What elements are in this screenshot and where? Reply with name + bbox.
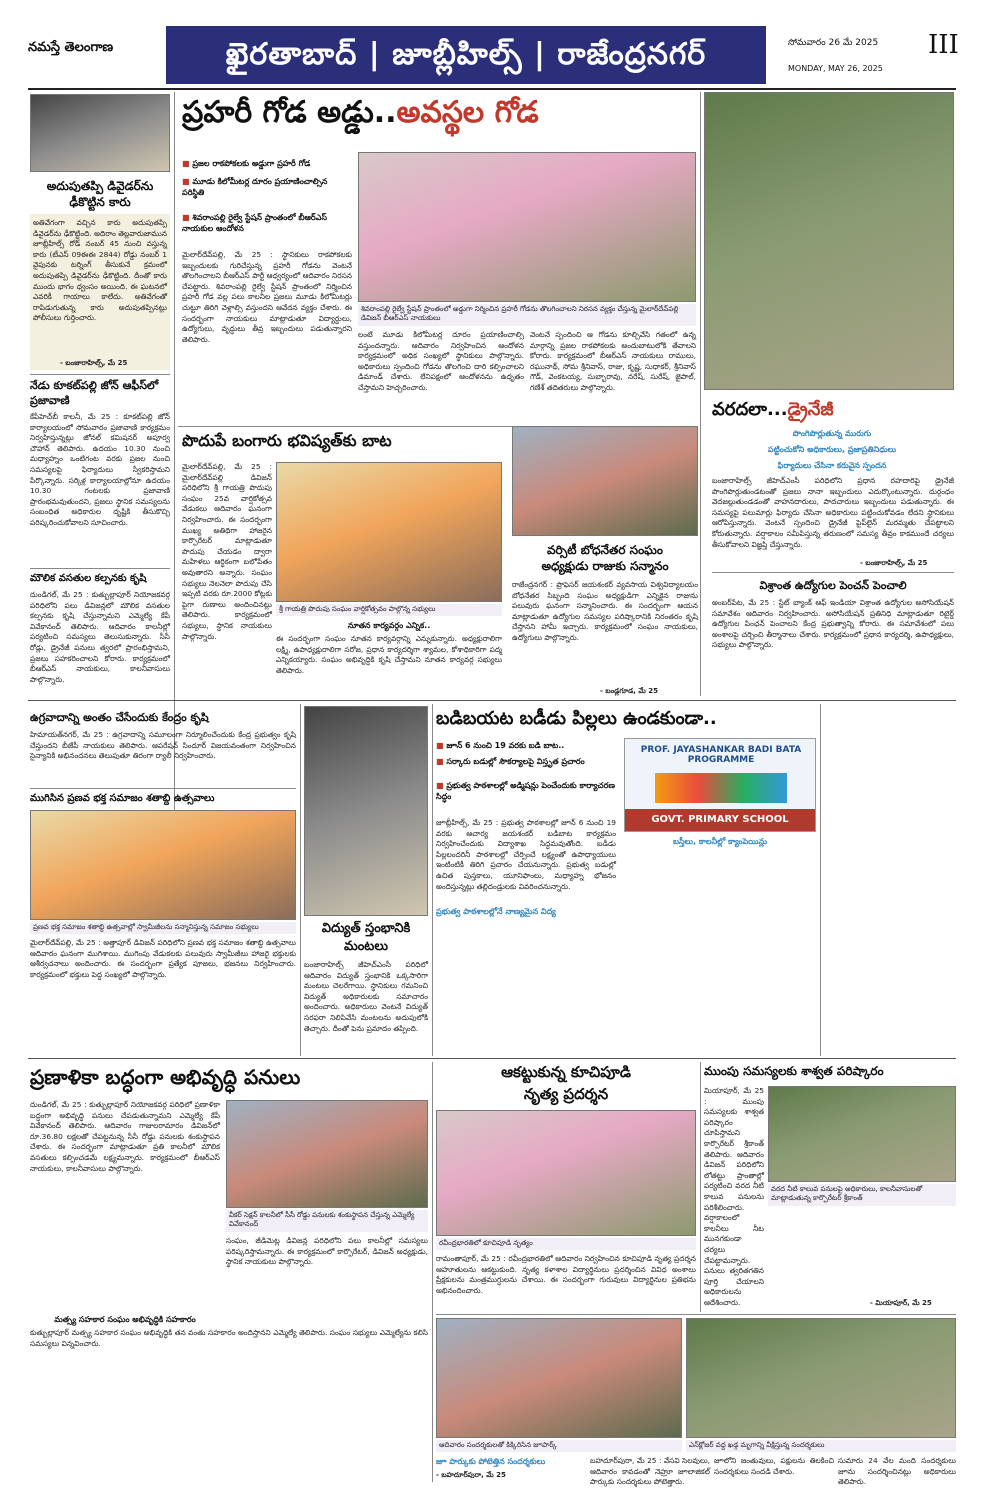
terror-body: హిమాయత్‌నగర్, మే 25 : ఉగ్రవాదాన్ని సమూలంగా నిర్మూలించేందుకు కేంద్ర ప్రభుత్వం కృషి చేస్తుందని బీజేపీ నాయకులు తెలిపారు. ఆపరేషన్ సిందూర్ విజయవంతంగా నిర్వహించిన సైన్యానికి అభినందనలు తెలుపుతూ తిరంగా ర్యాలీ నిర్వహించారు.	[30, 730, 296, 761]
section-rule	[28, 1058, 956, 1059]
divider	[30, 374, 170, 375]
column-divider	[820, 704, 821, 1056]
column-divider	[432, 1062, 433, 1482]
drainage-sub2: పట్టించుకోని అధికారులు, ప్రజాప్రతినిధులు	[767, 445, 897, 454]
badi-bata-school-sign: GOVT. PRIMARY SCHOOL	[625, 809, 815, 831]
zoo-crowd-photo-caption: ఆదివారం సందర్శకులతో కిక్కిరిసిన జూపార్క్	[436, 1440, 682, 1452]
felicitation-headline-1: వర్సిటీ బోధనేతర సంఘం	[547, 543, 663, 557]
electric-body: బంజారాహిల్స్ జీహెచ్‌ఎంసీ పరిధిలో ఆదివారం విద్యుత్ స్తంభానికి ఒక్కసారిగా మంటలు చెలరేగాయి. స్థానికులు గమనించి విద్యుత్ అధికారులకు సమాచారం అందించారు. అధికారులు వెంటనే విద్యుత్ సరఫరా నిలిపివేసి మంటలను అదుపులోకి తెచ్చారు. దీంతో పెను ప్రమాదం తప్పింది.	[304, 960, 428, 1033]
savings-sub: నూతన కార్యవర్గం ఎన్నిక..	[347, 621, 431, 630]
column-divider	[700, 92, 701, 696]
zoo-crowd-photo	[436, 1318, 682, 1438]
top-story-headline-part1: ప్రహరీ గోడ అడ్డు..	[182, 95, 397, 130]
school-bullet: ■ ప్రభుత్వ పాఠశాలల్లో అడ్మిషన్లు పెంచేందుకు కార్యాచరణ సిద్ధం	[436, 780, 616, 802]
school-bullet: ■ జూన్ 6 నుంచి 19 వరకు బడి బాట..	[436, 740, 616, 751]
felicitation-body: రాజేంద్రనగర్ : ప్రొఫెసర్ జయశంకర్ వ్యవసాయ విశ్వవిద్యాలయం బోధనేతర సిబ్బంది సంఘం అధ్యక్షుడిగా ఎన్నికైన రాజును పలువురు ఘనంగా సన్మానించారు. ఈ సందర్భంగా ఆయన మాట్లాడుతూ ఉద్యోగుల సమస్యల పరిష్కారానికి నిరంతరం కృషి చేస్తానని హామీ ఇచ్చారు. కార్యక్రమంలో సంఘం నాయకులు, ఉద్యోగులు పాల్గొన్నారు.	[512, 580, 698, 642]
savings-photo-caption: శ్రీ గాయత్రి పొదుపు సంఘం వార్షికోత్సవం పాల్గొన్న సభ్యులు	[276, 604, 502, 616]
drainage-headline-part2: డ్రైనేజీ	[787, 399, 834, 420]
badi-bata-banner-text: PROF. JAYASHANKAR BADI BATA PROGRAMME	[640, 745, 802, 765]
column-divider	[432, 704, 433, 1056]
prajavani-body: కేపీహెచ్‌బీ కాలనీ, మే 25 : కూకట్‌పల్లి జోన్ కార్యాలయంలో సోమవారం ప్రజావాణి కార్యక్రమం నిర్వహిస్తున్నట్లు జోనల్ కమిషనర్ అపూర్వ చౌహాన్ తెలిపారు. ఉదయం 10.30 నుంచి మధ్యాహ్నం ఒంటిగంట వరకు ప్రజల నుంచి సమస్యలపై ఫిర్యాదులు స్వీకరిస్తామని పేర్కొన్నారు. సర్కిళ్ల కార్యాలయాల్లోనూ ఉదయం 10.30 గంటలకు ప్రజావాణి ప్రారంభమవుతుందని, ప్రజలు స్థానిక సమస్యలను సంబంధిత అధికారుల దృష్టికి తీసుకొచ్చి పరిష్కరించుకోవాలని సూచించారు.	[30, 412, 170, 527]
infrastructure-headline: మౌలిక వసతుల కల్పనకు కృషి	[30, 573, 147, 584]
paper-name: నమస్తే తెలంగాణ	[28, 40, 114, 55]
drainage-sub1: పొంగిపొర్లుతున్న మురుగు	[792, 429, 872, 438]
school-sub1: బస్తీలు, కాలనీల్లో క్యాంపెయిన్లు	[673, 837, 767, 846]
development-photo-caption: వీకర్ సెక్షన్ కాలనీలో సీసీ రోడ్డు పనులకు శంకుస్థాపన చేస్తున్న ఎమ్మెల్యే వివేకానంద్	[226, 1210, 428, 1232]
zoo-body3: సుమారు 24 వేల మంది సందర్శకులు జూను సందర్శించినట్లు అధికారులు తెలిపారు.	[838, 1456, 956, 1487]
terror-headline: ఉగ్రవాదాన్ని అంతం చేసేందుకు కేంద్రం కృషి	[30, 711, 209, 724]
kuchipudi-photo-caption: రవీంద్రభారతిలో కూచిపూడి నృత్యం	[436, 1238, 696, 1250]
top-story-headline	[182, 92, 702, 134]
protest-photo	[358, 152, 696, 302]
pension-headline: విశ్రాంత ఉద్యోగుల పెంచన్ పెంచాలి	[759, 579, 907, 592]
top-story-bullet: ■ శివరాంపల్లి రైల్వే స్టేషన్ ప్రాంతంలో బీఆర్‌ఎస్ నాయకుల ఆందోళన	[182, 212, 352, 234]
masthead-rule	[28, 88, 956, 90]
region-title: ఖైరతాబాద్ | జూబ్లీహిల్స్ | రాజేంద్రనగర్	[166, 26, 766, 84]
column-divider	[300, 704, 301, 1056]
pension-body: అంబర్‌పేట, మే 25 : స్టేట్ బ్యాంక్ ఆఫ్ ఇండియా విశ్రాంత ఉద్యోగుల అసోసియేషన్ సమావేశం ఆదివారం నిర్వహించారు. అసోసియేషన్ ప్రతినిధి మాట్లాడుతూ రిటైర్డ్ ఉద్యోగుల పింఛన్ పెంచాలని కేంద్ర ప్రభుత్వాన్ని కోరారు. ఈ సమావేశంలో పలు అంశాలపై చర్చించి తీర్మానాలు చేశారు. కార్యక్రమంలో ప్రధాన కార్యదర్శి, ఉపాధ్యక్షులు, సభ్యులు పాల్గొన్నారు.	[712, 598, 954, 650]
flood-solution-photo	[768, 1086, 956, 1182]
savings-headline: పొదుపే బంగారు భవిష్యత్‌కు బాట	[182, 431, 392, 450]
zoo-rhino-photo-caption: ఎన్‌క్లోజర్ వద్ద ఖడ్గ మృగాన్ని వీక్షిస్తున్న సందర్శకులు	[686, 1440, 956, 1452]
felicitation-headline-2: అధ్యక్షుడు రాజుకు సన్మానం	[541, 559, 669, 573]
school-sub2: ప్రభుత్వ పాఠశాలల్లోనే నాణ్యమైన విద్య	[436, 907, 556, 916]
divider	[436, 1314, 956, 1315]
drainage-photo	[704, 92, 954, 390]
savings-body: మైలార్‌దేవ్‌పల్లి, మే 25 : మైలార్‌దేవ్‌పల్లి డివిజన్ పరిధిలోని శ్రీ గాయత్రి పొదుపు సంఘం 25వ వార్షికోత్సవ వేడుకలు ఆదివారం ఘనంగా నిర్వహించారు. ఈ సందర్భంగా ముఖ్య అతిథిగా హాజరైన కార్పొరేటర్ మాట్లాడుతూ పొదుపు చేయడం ద్వారా మహిళలు ఆర్థికంగా బలోపేతం అవుతారని అన్నారు. సంఘం సభ్యులు నెలనెలా పొదుపు చేసి ఇప్పటి వరకు రూ.2000 కోట్లకు పైగా రుణాలు అందించినట్లు తెలిపారు. కార్యక్రమంలో సభ్యులు, స్థానిక నాయకులు పాల్గొన్నారు.	[182, 462, 272, 641]
divider	[30, 788, 296, 789]
car-accident-headline: అదుపుతప్పి డివైడర్‌ను ఢీకొట్టిన కారు	[46, 179, 154, 209]
drainage-headline	[712, 398, 952, 422]
kuchipudi-headline-2: నృత్య ప్రదర్శన	[523, 1085, 609, 1103]
kuchipudi-photo	[436, 1110, 696, 1236]
divider	[30, 568, 170, 569]
zoo-rhino-photo	[686, 1318, 956, 1438]
flood-solution-headline: ముంపు సమస్యలకు శాశ్వత పరిష్కారం	[704, 1064, 884, 1078]
felicitation-dateline: - బండ్లగూడ, మే 25	[600, 687, 658, 695]
top-story-bullet: ■ ప్రజల రాకపోకలకు అడ్డుగా ప్రహరీ గోడ	[182, 158, 352, 169]
electric-headline-2: మంటలు	[343, 939, 389, 954]
school-bullet: ■ సర్కారు బడుల్లో సౌకర్యాలపై విస్తృత ప్రచారం	[436, 756, 616, 767]
protest-photo-caption: శివరాంపల్లి రైల్వే స్టేషన్ ప్రాంతంలో అడ్డుగా నిర్మించిన ప్రహరీ గోడను తొలగించాలని నిరసన వ్యక్తం చేస్తున్న మైలార్‌దేవ్‌పల్లి డివిజన్ బీఆర్‌ఎస్ నాయకులు	[358, 304, 696, 326]
badi-bata-banner	[624, 738, 816, 832]
car-accident-body: అతివేగంగా వచ్చిన కారు అదుపుతప్పి డివైడర్‌ను ఢీకొట్టింది. అదిరాం తెల్లవారుజామున జూబ్లీహిల్స్ రోడ్ నంబర్ 45 నుంచి వస్తున్న కారు (టీఎస్ 09ఈఈ 2844) రోడ్డు నంబర్ 1 వైపునకు టర్నింగ్ తీసుకునే క్రమంలో అదుపుతప్పి డివైడర్‌ను ఢీకొట్టింది. దీంతో కారు ముందు భాగం ధ్వంసం అయింది. ఈ ఘటనలో ఎవరికీ గాయాలు కాలేదు. అతివేగంతో రాపిడుగుతున్న కారు అదుపుతప్పినట్లు పోలీసులు గుర్తించారు.	[33, 218, 167, 323]
flood-solution-body: మియాపూర్, మే 25 : ముంపు సమస్యలకు శాశ్వత పరిష్కారం చూపిస్తామని కార్పొరేటర్ శ్రీకాంత్ తెలిపారు. ఆదివారం డివిజన్ పరిధిలోని లోతట్టు ప్రాంతాల్లో పర్యటించి వరద నీటి కాలువ పనులను పరిశీలించారు. వర్షాకాలంలో కాలనీలు నీట మునగకుండా చర్యలు చేపట్టామన్నారు. పనులు త్వరితగతిన పూర్తి చేయాలని అధికారులను ఆదేశించారు.	[704, 1086, 764, 1307]
infrastructure-body: దుండిగల్, మే 25 : కుత్బుల్లాపూర్ నియోజకవర్గ పరిధిలోని పలు డివిజన్లలో మౌలిక వసతుల కల్పనకు కృషి చేస్తున్నామని ఎమ్మెల్యే కేపీ వివేకానంద్ తెలిపారు. ఆదివారం కాలనీల్లో పర్యటించి సమస్యలు తెలుసుకున్నారు. సీసీ రోడ్లు, డ్రైనేజీ పనులు త్వరలో ప్రారంభిస్తామని, ప్రజలు సహకరించాలని కోరారు. కార్యక్రమంలో బీఆర్‌ఎస్ నాయకులు, కాలనీవాసులు పాల్గొన్నారు.	[30, 590, 170, 684]
zoo-body1: బహదూర్‌పురా, మే 25 : వేసవి సెలవులు, ఆదివారం కావడంతో నెహ్రూ జూలాజికల్ పార్కుకు సందర్శకులు పోటెత్తారు.	[590, 1456, 710, 1487]
drainage-dateline: - బంజారాహిల్స్, మే 25	[860, 559, 928, 567]
drainage-headline-part1: వరదలా...	[712, 399, 788, 420]
kuchipudi-body: రామంతాపూర్, మే 25 : రవీంద్రభారతిలో ఆదివారం నిర్వహించిన కూచిపూడి నృత్య ప్రదర్శన ఆహూతులను ఆకట్టుకుంది. నృత్య కళాశాల విద్యార్థినులు ప్రదర్శించిన వివిధ అంశాలు ప్రేక్షకులను మంత్రముగ్ధులను చేశాయి. ఈ సందర్భంగా గురువులు విద్యార్థినుల ప్రతిభను అభినందించారు.	[436, 1254, 696, 1295]
section-rule	[28, 700, 956, 701]
column-divider	[700, 1062, 701, 1312]
zoo-headline: జూ పార్కుకు పోటెత్తిన సందర్శకులు	[436, 1457, 546, 1466]
development-body3: కుత్బుల్లాపూర్ మత్స్య సహకార సంఘం అభివృద్ధికి తన వంతు సహకారం అందిస్తానని ఎమ్మెల్యే తెలిపారు. సంఘం సభ్యులు ఎమ్మెల్యేను కలిసి సమస్యలు విన్నవించారు.	[30, 1328, 428, 1348]
development-body2: సంఘం, జీడిమెట్ల డివిజన్ల పరిధిలోని పలు కాలనీల్లో సమస్యలు పరిష్కరిస్తామన్నారు. ఈ కార్యక్రమంలో కార్పొరేటర్, డివిజన్ అధ్యక్షుడు, స్థానిక నాయకులు పాల్గొన్నారు.	[226, 1236, 428, 1267]
masthead	[28, 26, 959, 84]
development-sub: మత్స్య సహకార సంఘం అభివృద్ధికి సహకారం	[54, 1315, 196, 1324]
divider	[712, 572, 954, 573]
car-accident-photo	[30, 94, 170, 172]
development-body: దుండిగల్, మే 25 : కుత్బుల్లాపూర్ నియోజకవర్గ పరిధిలో ప్రణాళికా బద్ధంగా అభివృద్ధి పనులు చేపడుతున్నామని ఎమ్మెల్యే కేపీ వివేకానంద్ తెలిపారు. ఆదివారం గాజులరామారం డివిజన్‌లో రూ.36.80 లక్షలతో చేపట్టనున్న సీసీ రోడ్డు పనులకు శంకుస్థాపన చేశారు. ఈ సందర్భంగా మాట్లాడుతూ ప్రతి కాలనీలో మౌలిక వసతులు కల్పించడమే లక్ష్యమన్నారు. కార్యక్రమంలో బీఆర్‌ఎస్ నాయకులు, కాలనీవాసులు పాల్గొన్నారు.	[30, 1100, 220, 1173]
flood-solution-photo-caption: వరద నీటి కాలువ పనులపై అధికారులు, కాలనీవాసులతో మాట్లాడుతున్న కార్పొరేటర్ శ్రీకాంత్	[768, 1184, 956, 1206]
school-headline: బడిబయట బడీడు పిల్లలు ఉండకుండా..	[436, 708, 717, 729]
savings-body2: ఈ సందర్భంగా సంఘం నూతన కార్యవర్గాన్ని ఎన్నుకున్నారు. అధ్యక్షురాలిగా లక్ష్మి, ఉపాధ్యక్షురాలిగా సరోజ, ప్రధాన కార్యదర్శిగా శ్యామల, కోశాధికారిగా పద్మ ఎన్నికయ్యారు. సంఘం అభివృద్ధికి కృషి చేస్తామని నూతన కార్యవర్గ సభ్యులు తెలిపారు.	[276, 634, 502, 675]
felicitation-photo	[512, 426, 698, 536]
date-telugu: సోమవారం 26 మే 2025	[788, 38, 879, 48]
date-english: MONDAY, MAY 26, 2025	[788, 64, 883, 73]
pranava-photo-caption: ప్రణవ భక్త సమాజం శతాబ్ది ఉత్సవాల్లో స్వామీజీలను సన్మానిస్తున్న సమాజం సభ్యులు	[30, 922, 296, 934]
badi-bata-illustration	[655, 773, 787, 803]
kuchipudi-headline-1: ఆకట్టుకున్న కూచిపూడి	[501, 1063, 631, 1081]
top-story-body-col2: లంటే మూడు కిలోమీటర్ల దూరం ప్రయాణించాల్సి వస్తుందన్నారు. ఆదివారం నిర్వహించిన ఆందోళన కార్యక్రమంలో అధిక సంఖ్యలో స్థానికులు పాల్గొన్నారు. అధికారులు స్పందించి గోడను తొలగించి దారి కల్పించాలని డిమాండ్ చేశారు. లేనిపక్షంలో ఆందోళనను ఉధృతం చేస్తామని హెచ్చరించారు.	[358, 330, 524, 392]
car-accident-dateline: - బంజారాహిల్స్, మే 25	[60, 359, 128, 367]
prajavani-headline: నేడు కూకట్‌పల్లి జోన్ ఆఫీస్‌లో ప్రజావాణి	[30, 379, 159, 407]
top-story-headline-part2: అవస్థల గోడ	[396, 95, 539, 130]
pranava-body: మైలార్‌దేవ్‌పల్లి, మే 25 : అత్తాపూర్ డివిజన్ పరిధిలోని ప్రణవ భక్త సమాజం శతాబ్ది ఉత్సవాలు ఆదివారం ఘనంగా ముగిశాయి. ముగింపు వేడుకలకు పలువురు స్వామీజీలు హాజరై భక్తులకు ఆశీర్వచనాలు అందించారు. ఈ సందర్భంగా ప్రత్యేక పూజలు, భజనలు నిర్వహించారు. కార్యక్రమంలో భక్తులు పెద్ద సంఖ్యలో పాల్గొన్నారు.	[30, 938, 296, 979]
pranava-photo	[30, 810, 296, 920]
drainage-sub3: ఫిర్యాదులు చేసినా కరువైన స్పందన	[777, 461, 887, 470]
drainage-body: బంజారాహిల్స్ జీహెచ్‌ఎంసీ పరిధిలోని ప్రధాన రహదారిపై డ్రైనేజీ పొంగిపొర్లుతుండటంతో ప్రజలు నానా ఇబ్బందులు ఎదుర్కొంటున్నారు. దుర్గంధం వెదజల్లుతుండడంతో వాహనదారులు, పాదచారులు ఇబ్బందులు పడుతున్నారు. ఈ సమస్యపై పలుమార్లు ఫిర్యాదు చేసినా అధికారులు పట్టించుకోవడం లేదని స్థానికులు ఆరోపిస్తున్నారు. వెంటనే స్పందించి డ్రైనేజీ పైప్‌లైన్ మరమ్మతు చేపట్టాలని కోరుతున్నారు. వర్షాకాలం సమీపిస్తున్న తరుణంలో సమస్య తీవ్రం కాకముందే చర్యలు తీసుకోవాలని విజ్ఞప్తి చేస్తున్నారు.	[712, 476, 954, 549]
top-story-body-col1: మైలార్‌దేవ్‌పల్లి, మే 25 : స్థానికులు రాకపోకలకు ఇబ్బందులకు గురిచేస్తున్న ప్రహరీ గోడను వెంటనే తొలగించాలని బీఆర్‌ఎస్ పార్టీ ఆధ్వర్యంలో ఆదివారం నిరసన చేపట్టారు. శివరాంపల్లి రైల్వే స్టేషన్ ప్రాంతంలో నిర్మించిన ప్రహరీ గోడ వల్ల పలు కాలనీల ప్రజలు మూడు కిలోమీటర్లు చుట్టూ తిరిగి వెళ్లాల్సి వస్తుందని ఆవేదన వ్యక్తం చేశారు. ఈ సందర్భంగా నాయకులు మాట్లాడుతూ విద్యార్థులు, ఉద్యోగులు, వృద్ధులు తీవ్ర ఇబ్బందులు పడుతున్నారని తెలిపారు.	[182, 250, 352, 344]
top-story-body-col3: వెంటనే స్పందించి ఆ గోడను కూల్చివేసి గతంలో ఉన్న మార్గాన్ని ప్రజల రాకపోకలకు అందుబాటులోకి తేవాలని కోరారు. కార్యక్రమంలో బీఆర్‌ఎస్ నాయకులు రాములు, రఘునాథ్, సోమ శ్రీనివాస్, రాజు, కృష్ణ, సుధాకర్, శ్రీనివాస్ గౌడ్, వెంకటయ్య, సుబ్బారావు, నరేష్, సురేష్, జైపాల్, గణేశ్ తదితరులు పాల్గొన్నారు.	[530, 330, 696, 392]
zoo-dateline: - బహదూర్‌పురా, మే 25	[436, 1471, 506, 1479]
development-photo	[226, 1100, 428, 1208]
development-headline: ప్రణాళికా బద్ధంగా అభివృద్ధి పనులు	[30, 1065, 301, 1089]
flood-solution-dateline: - మియాపూర్, మే 25	[870, 1299, 932, 1307]
savings-photo	[276, 462, 502, 602]
zoo-body2: జూలోని జంతువులు, పక్షులను తిలకించి సందర్శకులు సందడి చేశారు.	[714, 1456, 834, 1476]
pranava-headline: ముగిసిన ప్రణవ భక్త సమాజం శతాబ్ది ఉత్సవాలు	[30, 793, 215, 804]
school-body: జూబ్లీహిల్స్, మే 25 : ప్రభుత్వ పాఠశాలల్లో జూన్ 6 నుంచి 19 వరకు ఆచార్య జయశంకర్ బడిబాట కార్యక్రమం నిర్వహించేందుకు విద్యాశాఖ సిద్ధమవుతోంది. బడీడు పిల్లలందరినీ పాఠశాలల్లో చేర్పించే లక్ష్యంతో ఉపాధ్యాయులు ఇంటింటికీ తిరిగి ప్రచారం చేయనున్నారు. ప్రభుత్వ బడుల్లో ఉచిత పుస్తకాలు, యూనిఫాంలు, మధ్యాహ్న భోజనం అందిస్తున్నట్లు తల్లిదండ్రులకు వివరించనున్నారు.	[436, 818, 616, 891]
page-number: III	[928, 30, 959, 60]
electric-fire-photo	[304, 706, 428, 916]
electric-headline-1: విద్యుత్ స్తంభానికి	[321, 921, 411, 936]
top-story-bullet: ■ మూడు కిలోమీటర్ల దూరం ప్రయాణించాల్సిన పరిస్థితి	[182, 176, 352, 198]
